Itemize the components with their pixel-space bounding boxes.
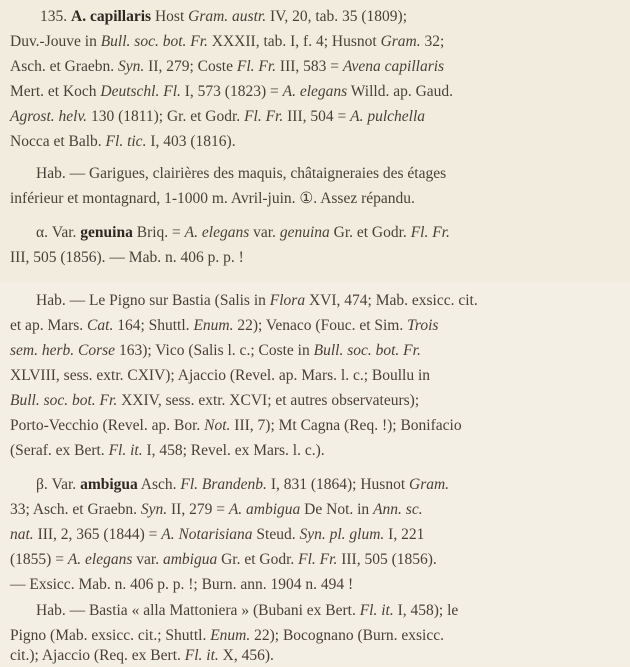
- italic-run: Deutschl. Fl.: [100, 83, 181, 100]
- text-run: Gr. et Godr.: [329, 224, 411, 241]
- italic-run: Fl. Fr.: [244, 108, 284, 125]
- text-run: III, 505 (1856).: [337, 551, 437, 568]
- italic-run: Syn. pl. glum.: [299, 526, 385, 543]
- text-run: III, 2, 365 (1844) =: [33, 526, 162, 543]
- italic-run: Syn.: [140, 501, 168, 518]
- text-run: I, 831 (1864); Husnot: [266, 476, 410, 493]
- italic-run: Not.: [204, 417, 231, 434]
- hab-genuina-line-7: [10, 440, 325, 462]
- hab-genuina-line-1: [36, 290, 478, 312]
- text-run: 164; Shuttl.: [113, 317, 194, 334]
- text-run: (Seraf. ex Bert.: [10, 442, 109, 459]
- italic-run: Ann. sc.: [373, 501, 423, 518]
- text-run: X, 456).: [218, 647, 274, 664]
- var-ambigua-line-4: [10, 549, 437, 571]
- text-run: 32;: [420, 33, 445, 50]
- text-run: Host: [151, 8, 189, 25]
- entry-135-line-2: [10, 31, 444, 53]
- italic-run: Fl. Fr.: [410, 224, 450, 241]
- text-run: α. Var.: [36, 224, 81, 241]
- text-run: Porto-Vecchio (Revel. ap. Bor.: [10, 417, 205, 434]
- italic-run: Fl. it.: [184, 647, 219, 664]
- italic-run: Fl. Fr.: [236, 58, 277, 75]
- text-run: Duv.-Jouve in: [10, 33, 101, 50]
- text-run: Pigno (Mab. exsicc. cit.; Shuttl.: [10, 627, 211, 644]
- text-run: Mert. et Koch: [10, 83, 101, 100]
- text-run: De Not. in: [300, 501, 374, 518]
- text-run: Hab. — Garigues, clairières des maquis, châtaigneraies des étages: [36, 165, 447, 182]
- italic-run: Bull. soc. bot. Fr.: [100, 33, 208, 50]
- var-ambigua-line-3: [10, 524, 424, 546]
- entry-135-line-5: [10, 106, 425, 128]
- text-run: Briq. =: [132, 224, 185, 241]
- italic-run: Fl. it.: [359, 602, 394, 619]
- italic-run: Flora: [269, 292, 306, 309]
- entry-135-line-6: [10, 131, 236, 153]
- text-run: III, 505 (1856). — Mab. n. 406 p. p. !: [10, 249, 244, 266]
- text-run: 130 (1811); Gr. et Godr.: [87, 108, 245, 125]
- text-run: IV, 20, tab. 35 (1809);: [266, 8, 408, 25]
- italic-run: Avena capillaris: [342, 58, 445, 75]
- italic-run: Enum.: [210, 627, 251, 644]
- italic-run: Enum.: [193, 317, 234, 334]
- text-run: III, 583 =: [276, 58, 343, 75]
- text-run: 22); Venaco (Fouc. et Sim.: [233, 317, 408, 334]
- entry-135-line-1: [40, 6, 407, 28]
- var-ambigua-line-2: [10, 499, 423, 521]
- entry-135-line-4: [10, 81, 453, 103]
- text-run: I, 458); le: [393, 602, 459, 619]
- text-run: Willd. ap. Gaud.: [347, 83, 454, 100]
- text-run: II, 279 =: [167, 501, 229, 518]
- text-run: I, 403 (1816).: [146, 133, 236, 150]
- italic-run: A. ambigua: [228, 501, 301, 518]
- italic-run: sem. herb. Corse: [10, 342, 116, 359]
- text-run: I, 573 (1823) =: [180, 83, 283, 100]
- text-run: var.: [132, 551, 163, 568]
- italic-run: A. elegans: [67, 551, 133, 568]
- text-run: 22); Bocognano (Burn. exsicc.: [250, 627, 444, 644]
- entry-number: 135.: [40, 8, 68, 25]
- text-run: Hab. — Bastia « alla Mattoniera » (Bubani ex Bert.: [36, 602, 360, 619]
- text-run: XXXII, tab. I, f. 4; Husnot: [207, 33, 381, 50]
- entry-135-line-3: [10, 56, 444, 78]
- text-run: XLVIII, sess. extr. CXIV); Ajaccio (Revel. ap. Mars. l. c.; Boullu in: [10, 367, 431, 384]
- habitat-line-1: [36, 163, 446, 185]
- text-run: et ap. Mars.: [10, 317, 88, 334]
- hab-genuina-line-4: [10, 365, 430, 387]
- hab-genuina-line-2: [10, 315, 438, 337]
- italic-run: ambigua: [162, 551, 218, 568]
- italic-run: A. pulchella: [350, 108, 426, 125]
- text-run: β. Var.: [36, 476, 81, 493]
- italic-run: Fl. Fr.: [298, 551, 338, 568]
- hab-ambigua-line-1: [36, 600, 458, 622]
- var-genuina-line-1: [36, 222, 450, 244]
- italic-run: Fl. tic.: [105, 133, 147, 150]
- hab-genuina-line-6: [10, 415, 462, 437]
- italic-run: Gram.: [380, 33, 421, 50]
- italic-run: genuina: [279, 224, 330, 241]
- variety-name: ambigua: [80, 476, 138, 493]
- text-run: 33; Asch. et Graebn.: [10, 501, 141, 518]
- habitat-line-2: [10, 188, 415, 210]
- hab-genuina-line-3: [10, 340, 421, 362]
- text-run: Asch. et Graebn.: [10, 58, 119, 75]
- text-run: cit.); Ajaccio (Req. ex Bert.: [10, 647, 185, 664]
- text-run: var.: [249, 224, 280, 241]
- variety-name: genuina: [80, 224, 133, 241]
- text-run: I, 458; Revel. ex Mars. l. c.).: [142, 442, 325, 459]
- hab-ambigua-line-3: [10, 645, 274, 667]
- italic-run: Syn.: [118, 58, 145, 75]
- text-run: Hab. — Le Pigno sur Bastia (Salis in: [36, 292, 270, 309]
- text-run: III, 7); Mt Cagna (Req. !); Bonifacio: [230, 417, 462, 434]
- text-run: 163); Vico (Salis l. c.; Coste in: [115, 342, 314, 359]
- italic-run: Bull. soc. bot. Fr.: [10, 392, 118, 409]
- hab-genuina-line-5: [10, 390, 419, 412]
- hab-ambigua-line-2: [10, 625, 444, 647]
- italic-run: Agrost. helv.: [10, 108, 88, 125]
- var-genuina-line-2: [10, 247, 244, 269]
- italic-run: A. elegans: [184, 224, 250, 241]
- text-run: Asch.: [137, 476, 181, 493]
- text-run: XXIV, sess. extr. XCVI; et autres observateurs);: [117, 392, 420, 409]
- italic-run: A. Notarisiana: [161, 526, 253, 543]
- italic-run: Bull. soc. bot. Fr.: [313, 342, 421, 359]
- text-run: I, 221: [384, 526, 425, 543]
- italic-run: Gram. austr.: [188, 8, 267, 25]
- text-run: III, 504 =: [283, 108, 351, 125]
- text-run: Gr. et Godr.: [217, 551, 299, 568]
- text-run: Steud.: [252, 526, 300, 543]
- text-run: II, 279; Coste: [144, 58, 237, 75]
- italic-run: Fl. Brandenb.: [180, 476, 267, 493]
- italic-run: Cat.: [87, 317, 114, 334]
- text-run: inférieur et montagnard, 1-1000 m. Avril-juin. ①. Assez répandu.: [10, 190, 415, 207]
- text-run: (1855) =: [10, 551, 68, 568]
- italic-run: nat.: [10, 526, 34, 543]
- italic-run: Trois: [407, 317, 439, 334]
- text-run: XVI, 474; Mab. exsicc. cit.: [305, 292, 478, 309]
- text-run: — Exsicc. Mab. n. 406 p. p. !; Burn. ann. 1904 n. 494 !: [10, 576, 354, 593]
- italic-run: Gram.: [409, 476, 450, 493]
- var-ambigua-line-5: [10, 574, 353, 596]
- var-ambigua-line-1: [36, 474, 449, 496]
- italic-run: Fl. it.: [108, 442, 143, 459]
- species-name: A. capillaris: [71, 8, 152, 25]
- italic-run: A. elegans: [282, 83, 348, 100]
- text-run: Nocca et Balb.: [10, 133, 106, 150]
